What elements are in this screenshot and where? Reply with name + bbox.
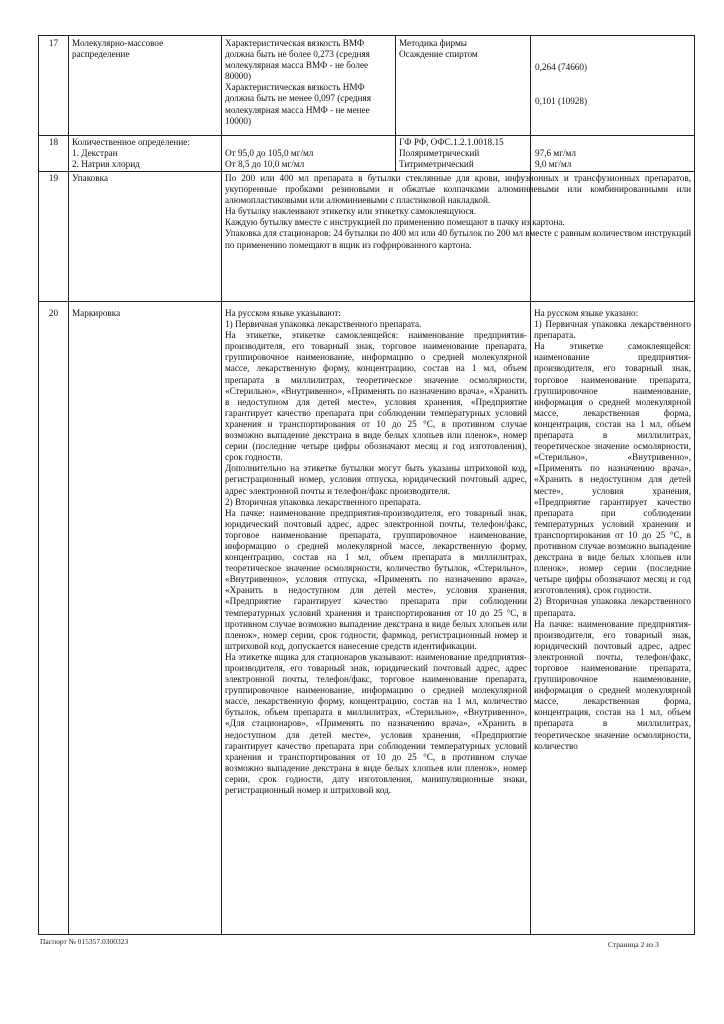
- row-20-result: [534, 308, 691, 930]
- row-divider: [39, 171, 694, 172]
- row-18-parameter-line: Количественное определение:: [72, 137, 190, 147]
- row-20-spec-paragraph: На этикетке ящика для стационаров указывают: наименование предприятия-производителя, его товарный знак, юридический почтовый адрес, адрес электронной почты, телефон/факс, торговое наименование препарата, группировочное наименование, информацию о средней молекулярной массе, лекарственную форму, концентрацию, состав на 1 мл, количество бутылок, объем препарата в миллилитрах, «Стерильно», «Внутривенно», «Для стационаров», «Применять по назначению врача», «Хранить в недоступном для детей месте», условия хранения, «Предприятие гарантирует качество препарата при соблюдении температурных условий хранения и транспортирования от 10 до 25 °С, в противном случае возможно выпадение декстрана в виде белых хлопьев или пленок», номер серии, срок годности, дату изготовления, манипуляционные знаки, регистрационный номер и штриховой код.: [225, 651, 527, 796]
- row-17-parameter: Молекулярно-массовое распределение: [72, 38, 164, 60]
- row-17-method: [399, 38, 527, 60]
- row-19-number: 19: [48, 173, 59, 183]
- row-18-spec: [225, 148, 393, 170]
- col-divider: [395, 36, 397, 135]
- row-20-spec-paragraph: Дополнительно на этикетке бутылки могут быть указаны штриховой код, регистрационный номер, условия отпуска, юридический почтовый адрес, адрес электронной почты и телефон/факс производителя.: [225, 463, 527, 496]
- row-20-result-paragraph: На русском языке указано:: [534, 308, 639, 318]
- row-19-parameter: Упаковка: [72, 173, 109, 183]
- passport-number: Паспорт № 015357.0300323: [40, 937, 129, 946]
- row-18-parameter: [72, 137, 218, 170]
- row-18-method-line: Титриметрический: [399, 159, 474, 170]
- row-19-paragraph: По 200 или 400 мл препарата в бутылки стеклянные для крови, инфузионных и трансфузионных препаратов, укупоренные пробками резиновыми и обжатые колпачками алюминиевыми или комбинированными или алюмопластиковыми или алюминиевыми с пластиковой накладкой.: [225, 173, 691, 206]
- row-20-result-paragraph: 2) Вторичная упаковка лекарственного препарата.: [534, 596, 691, 618]
- row-20-result-paragraph: На пачке: наименование предприятия-производителя, его товарный знак, юридический почтовый адрес, адрес электронной почты, телефон/факс, торговое наименование препарата, группировочное наименование, информация о средней молекулярной массе, лекарственная форма, концентрация, состав на 1 мл, объем препарата в миллилитрах, теоретическое значение осмолярности, количество: [534, 618, 691, 751]
- row-17-number: 17: [48, 38, 59, 48]
- row-20-spec-paragraph: 1) Первичная упаковка лекарственного препарата.: [225, 319, 422, 330]
- row-18-spec-line: От 95,0 до 105,0 мг/мл: [225, 148, 314, 158]
- row-20-spec-paragraph: На пачке: наименование предприятия-производителя, его товарный знак, юридический почтовый адрес, адрес электронной почты, телефон/факс, торговое наименование препарата, группировочное наименование, информацию о средней молекулярной массе, лекарственную форму, концентрацию, состав на 1 мл, объем препарата в миллилитрах, теоретическое значение осмолярности, количество бутылок, «Стерильно», «Внутривенно», условия отпуска, «Применять по назначению врача», «Хранить в недоступном для детей месте», условия хранения, «Предприятие гарантирует качество препарата при соблюдении температурных условий хранения и транспортирования от 10 до 25 °С, в противном случае возможно выпадение декстрана в виде белых хлопьев или пленок», номер серии, срок годности, фармкод, регистрационный номер и штриховой код, допускается нанесение средств идентификации.: [225, 507, 527, 651]
- row-18-method-line: ГФ РФ, ОФС.1.2.1.0018.15: [399, 137, 504, 147]
- row-20-spec-paragraph: На русском языке указывают:: [225, 308, 341, 318]
- row-20-number: 20: [48, 308, 59, 318]
- row-18-spec-line: От 8,5 до 10,0 мг/мл: [225, 159, 305, 170]
- row-divider: [39, 301, 694, 302]
- row-20-spec-paragraph: 2) Вторичная упаковка лекарственного препарата.: [225, 496, 421, 507]
- row-17-result-1: 0,264 (74660): [535, 62, 588, 72]
- row-18-method: [399, 137, 527, 170]
- row-divider: [39, 135, 694, 136]
- row-20-result-paragraph: На этикетке самоклеящейся: наименование предприятия-производителя, его товарный знак, торговое наименование препарата, группировочное наименование, информация о средней молекулярной массе, лекарственная форма, концентрация, состав на 1 мл, объем препарата в миллилитрах, теоретическое значение осмолярности, «Стерильно», «Внутривенно», «Применять по назначению врача», «Хранить в недоступном для детей месте», условия хранения, «Предприятие гарантирует качество препарата при соблюдении температурных условий хранения и транспортирования от 10 до 25 °С, в противном случае возможно выпадение декстрана в виде белых хлопьев или пленок», номер серии (последние четыре цифры обозначают месяц и год изготовления), срок годности.: [534, 341, 691, 596]
- row-18-parameter-line: 1. Декстран: [72, 148, 118, 159]
- row-20-spec: [225, 308, 527, 928]
- row-19-paragraph: Упаковка для стационаров: 24 бутылки по 400 мл или 40 бутылок по 200 мл вместе с равным количеством инструкций по применению помещают в ящик из гофрированного картона.: [225, 228, 691, 250]
- row-18-result: [535, 148, 690, 170]
- page-number: Страница 2 из 3: [608, 940, 659, 949]
- row-17-method-line: Осаждение спиртом: [399, 49, 478, 60]
- row-17-spec: [225, 38, 393, 127]
- row-17-method-line: Методика фирмы: [399, 38, 467, 48]
- row-19-content: [225, 173, 691, 251]
- row-19-paragraph: Каждую бутылку вместе с инструкцией по применению помещают в пачку из картона.: [225, 217, 565, 228]
- row-20-spec-paragraph: На этикетке, этикетке самоклеящейся: наименование предприятия-производителя, его товарный знак, торговое наименование препарата, группировочное наименование, информацию о средней молекулярной массе, лекарственную форму, концентрацию, состав на 1 мл, объем препарата в миллилитрах, теоретическое значение осмолярности, «Стерильно», «Внутривенно», «Применять по назначению врача», «Хранить в недоступном для детей месте», условия хранения, «Предприятие гарантирует качество препарата при соблюдении температурных условий хранения и транспортирования от 10 до 25 °С, в противном случае возможно выпадение декстрана в виде белых хлопьев или пленок», номер серии (последние четыре цифры обозначают месяц и год изготовления), срок годности.: [225, 330, 527, 463]
- spec-table: [38, 35, 695, 935]
- row-20-result-paragraph: 1) Первичная упаковка лекарственного препарата.: [534, 319, 691, 341]
- row-20-parameter: Маркировка: [72, 308, 121, 318]
- row-17-spec-line: Характеристическая вязкость ВМФ должна быть не более 0,273 (средняя молекулярная масса ВМФ - не более 80000): [225, 38, 370, 82]
- row-17-spec-line: Характеристическая вязкость НМФ должна быть не менее 0,097 (средняя молекулярная масса НМФ - не менее 10000): [225, 82, 371, 126]
- row-18-result-line: 9,0 мг/мл: [535, 159, 572, 170]
- row-18-result-line: 97,6 мг/мл: [535, 148, 576, 158]
- row-19-paragraph: На бутылку наклеивают этикетку или этикетку самоклеящуюся.: [225, 206, 477, 217]
- col-divider: [395, 135, 397, 171]
- row-17-result-2: 0,101 (10928): [535, 96, 588, 106]
- row-18-parameter-line: 2. Натрия хлорид: [72, 159, 140, 170]
- row-18-number: 18: [48, 137, 59, 147]
- row-18-method-line: Поляриметрический: [399, 148, 480, 159]
